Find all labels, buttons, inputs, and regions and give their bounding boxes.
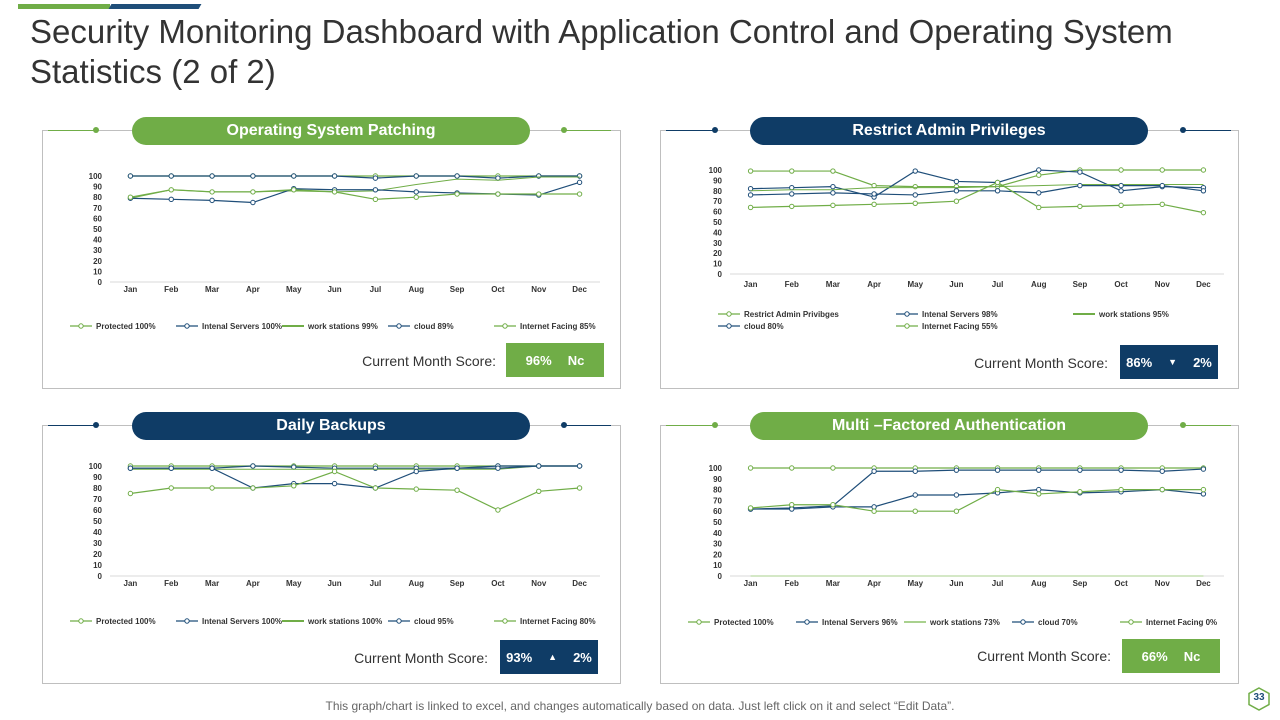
data-point bbox=[537, 464, 541, 468]
x-tick-label: Jan bbox=[123, 285, 138, 294]
data-point bbox=[1201, 487, 1205, 491]
legend-marker bbox=[397, 324, 401, 328]
data-point bbox=[577, 180, 581, 184]
score-value: 86% bbox=[1126, 354, 1153, 370]
data-point bbox=[748, 169, 752, 173]
page-title: Security Monitoring Dashboard with Application Control and Operating System Statistics (2 of 2) bbox=[30, 13, 1173, 90]
data-point bbox=[831, 184, 835, 188]
y-tick-label: 50 bbox=[93, 517, 102, 526]
data-point bbox=[1160, 469, 1164, 473]
heading-left-dot bbox=[712, 127, 718, 133]
data-point bbox=[169, 197, 173, 201]
x-tick-label: Dec bbox=[572, 579, 587, 588]
score-change: 2% bbox=[1193, 354, 1212, 370]
heading-left-dot bbox=[93, 422, 99, 428]
data-point bbox=[496, 466, 500, 470]
score-box bbox=[1120, 345, 1218, 379]
data-point bbox=[1119, 183, 1123, 187]
data-point bbox=[1078, 468, 1082, 472]
x-tick-label: Mar bbox=[825, 280, 841, 289]
x-tick-label: Mar bbox=[825, 579, 841, 588]
data-point bbox=[1078, 204, 1082, 208]
data-point bbox=[831, 203, 835, 207]
data-point bbox=[210, 174, 214, 178]
heading-left-line bbox=[48, 130, 96, 131]
data-point bbox=[831, 466, 835, 470]
data-point bbox=[913, 493, 917, 497]
data-point bbox=[748, 506, 752, 510]
data-point bbox=[1119, 189, 1123, 193]
x-tick-label: Nov bbox=[1154, 280, 1170, 289]
legend-marker bbox=[185, 324, 189, 328]
y-tick-label: 70 bbox=[93, 495, 102, 504]
legend-label: Internet Facing 55% bbox=[922, 322, 998, 331]
data-point bbox=[537, 489, 541, 493]
x-tick-label: Aug bbox=[408, 285, 425, 294]
x-tick-label: Apr bbox=[246, 579, 260, 588]
x-tick-label: Aug bbox=[1030, 579, 1047, 588]
y-tick-label: 30 bbox=[93, 246, 102, 256]
x-tick-label: Sep bbox=[1072, 579, 1088, 588]
panel-heading: Restrict Admin Privileges bbox=[750, 117, 1148, 145]
data-point bbox=[169, 188, 173, 192]
data-point bbox=[1201, 168, 1205, 172]
y-tick-label: 100 bbox=[708, 464, 722, 473]
heading-left-dot bbox=[712, 422, 718, 428]
legend-label: work stations 99% bbox=[308, 322, 378, 331]
legend-marker bbox=[905, 324, 909, 328]
panel-heading: Daily Backups bbox=[132, 412, 530, 440]
data-point bbox=[1201, 492, 1205, 496]
x-tick-label: Jul bbox=[991, 579, 1004, 588]
series-line bbox=[130, 472, 579, 511]
y-tick-label: 80 bbox=[713, 186, 722, 196]
data-point bbox=[748, 187, 752, 191]
y-tick-label: 90 bbox=[93, 473, 102, 482]
score-change: 2% bbox=[573, 649, 592, 665]
data-point bbox=[748, 193, 752, 197]
data-point bbox=[210, 190, 214, 194]
y-tick-label: 60 bbox=[713, 507, 722, 517]
data-point bbox=[1119, 487, 1123, 491]
x-tick-label: Jul bbox=[369, 285, 382, 294]
y-tick-label: 60 bbox=[93, 214, 102, 224]
top-accent-bars bbox=[18, 4, 200, 9]
x-tick-label: Nov bbox=[1154, 579, 1170, 588]
data-point bbox=[1037, 487, 1041, 491]
chart-admin-privileges bbox=[678, 162, 1233, 334]
x-tick-label: Sep bbox=[1072, 280, 1088, 289]
x-tick-label: Jun bbox=[949, 280, 964, 289]
score-change: Nc bbox=[567, 352, 585, 368]
panel-heading: Operating System Patching bbox=[132, 117, 530, 145]
data-point bbox=[1078, 490, 1082, 494]
data-point bbox=[373, 188, 377, 192]
chart-os-patching bbox=[60, 168, 610, 340]
heading-right-line bbox=[563, 130, 611, 131]
y-tick-label: 80 bbox=[93, 193, 102, 203]
data-point bbox=[790, 169, 794, 173]
y-tick-label: 40 bbox=[93, 528, 102, 537]
score-box bbox=[500, 640, 598, 674]
score-value: 66% bbox=[1141, 648, 1168, 664]
data-point bbox=[790, 192, 794, 196]
legend-marker bbox=[727, 324, 731, 328]
data-point bbox=[292, 188, 296, 192]
data-point bbox=[332, 174, 336, 178]
data-point bbox=[210, 198, 214, 202]
data-point bbox=[1037, 191, 1041, 195]
legend-marker bbox=[805, 620, 809, 624]
legend-label: Intenal Servers 96% bbox=[822, 618, 898, 627]
data-point bbox=[954, 189, 958, 193]
legend-marker bbox=[397, 619, 401, 623]
y-tick-label: 20 bbox=[713, 249, 722, 259]
data-point bbox=[954, 199, 958, 203]
y-tick-label: 20 bbox=[93, 256, 102, 266]
data-point bbox=[496, 192, 500, 196]
legend-marker bbox=[79, 619, 83, 623]
legend-label: Protected 100% bbox=[714, 618, 774, 627]
data-point bbox=[1201, 189, 1205, 193]
x-tick-label: Feb bbox=[784, 280, 799, 289]
data-point bbox=[1201, 210, 1205, 214]
heading-left-line bbox=[48, 425, 96, 426]
y-tick-label: 60 bbox=[93, 506, 102, 515]
heading-right-dot bbox=[1180, 127, 1186, 133]
y-tick-label: 10 bbox=[93, 561, 102, 570]
legend-label: cloud 80% bbox=[744, 322, 784, 331]
score-arrow-down-icon: ▼ bbox=[1168, 357, 1178, 367]
data-point bbox=[1078, 183, 1082, 187]
data-point bbox=[1037, 468, 1041, 472]
data-point bbox=[128, 466, 132, 470]
data-point bbox=[1078, 170, 1082, 174]
data-point bbox=[577, 486, 581, 490]
data-point bbox=[831, 503, 835, 507]
x-tick-label: Aug bbox=[408, 579, 425, 588]
data-point bbox=[1160, 183, 1164, 187]
legend-label: Protected 100% bbox=[96, 617, 156, 626]
data-point bbox=[292, 484, 296, 488]
data-point bbox=[790, 466, 794, 470]
y-tick-label: 10 bbox=[713, 259, 722, 269]
score-arrow-up-icon: ▲ bbox=[548, 652, 558, 662]
x-tick-label: Jan bbox=[743, 280, 758, 289]
data-point bbox=[496, 508, 500, 512]
x-tick-label: Jun bbox=[327, 285, 342, 294]
x-tick-label: Jan bbox=[743, 579, 758, 588]
data-point bbox=[872, 505, 876, 509]
y-tick-label: 0 bbox=[717, 572, 722, 581]
chart-mfa bbox=[678, 460, 1238, 632]
legend-label: cloud 95% bbox=[414, 617, 454, 626]
legend-label: Internet Facing 85% bbox=[520, 322, 596, 331]
data-point bbox=[455, 488, 459, 492]
y-tick-label: 90 bbox=[713, 474, 722, 484]
data-point bbox=[128, 195, 132, 199]
data-point bbox=[577, 192, 581, 196]
data-point bbox=[251, 200, 255, 204]
data-point bbox=[577, 464, 581, 468]
data-point bbox=[373, 176, 377, 180]
legend-marker bbox=[185, 619, 189, 623]
score-label: Current Month Score: bbox=[354, 650, 488, 666]
x-tick-label: Feb bbox=[164, 285, 179, 294]
legend-marker bbox=[727, 312, 731, 316]
legend-label: Protected 100% bbox=[96, 322, 156, 331]
data-point bbox=[995, 180, 999, 184]
x-tick-label: Jul bbox=[369, 579, 382, 588]
data-point bbox=[414, 469, 418, 473]
data-point bbox=[332, 481, 336, 485]
y-tick-label: 10 bbox=[713, 561, 722, 571]
x-tick-label: Oct bbox=[1114, 280, 1128, 289]
legend-marker bbox=[503, 324, 507, 328]
data-point bbox=[1119, 468, 1123, 472]
x-tick-label: Dec bbox=[572, 285, 587, 294]
data-point bbox=[913, 193, 917, 197]
heading-left-line bbox=[666, 130, 714, 131]
x-tick-label: Apr bbox=[867, 280, 881, 289]
y-tick-label: 30 bbox=[713, 539, 722, 549]
score-box bbox=[1122, 639, 1220, 673]
data-point bbox=[1037, 492, 1041, 496]
data-point bbox=[995, 487, 999, 491]
legend-marker bbox=[697, 620, 701, 624]
data-point bbox=[790, 185, 794, 189]
x-tick-label: Feb bbox=[784, 579, 799, 588]
x-tick-label: Jun bbox=[327, 579, 342, 588]
legend-label: Internet Facing 80% bbox=[520, 617, 596, 626]
y-tick-label: 0 bbox=[97, 278, 102, 287]
x-tick-label: Nov bbox=[531, 285, 547, 294]
data-point bbox=[872, 469, 876, 473]
y-tick-label: 60 bbox=[713, 207, 722, 217]
x-tick-label: Nov bbox=[531, 579, 547, 588]
data-point bbox=[1160, 487, 1164, 491]
data-point bbox=[790, 503, 794, 507]
legend-label: work stations 73% bbox=[930, 618, 1000, 627]
data-point bbox=[913, 509, 917, 513]
data-point bbox=[954, 179, 958, 183]
x-tick-label: Jul bbox=[991, 280, 1004, 289]
y-tick-label: 50 bbox=[93, 225, 102, 234]
data-point bbox=[1201, 467, 1205, 471]
legend-label: Restrict Admin Privibges bbox=[744, 310, 839, 319]
y-tick-label: 0 bbox=[97, 572, 102, 581]
data-point bbox=[790, 507, 794, 511]
legend-marker bbox=[1021, 620, 1025, 624]
y-tick-label: 100 bbox=[88, 462, 102, 471]
data-point bbox=[995, 189, 999, 193]
data-point bbox=[455, 192, 459, 196]
data-point bbox=[414, 195, 418, 199]
y-tick-label: 70 bbox=[713, 496, 722, 506]
data-point bbox=[954, 493, 958, 497]
x-tick-label: Oct bbox=[491, 285, 505, 294]
x-tick-label: Apr bbox=[867, 579, 881, 588]
data-point bbox=[995, 468, 999, 472]
data-point bbox=[251, 174, 255, 178]
score-box bbox=[506, 343, 604, 377]
x-tick-label: Dec bbox=[1196, 579, 1211, 588]
data-point bbox=[128, 491, 132, 495]
x-tick-label: Oct bbox=[491, 579, 505, 588]
data-point bbox=[1037, 205, 1041, 209]
data-point bbox=[169, 466, 173, 470]
legend-marker bbox=[79, 324, 83, 328]
chart-daily-backups bbox=[60, 458, 610, 630]
heading-right-dot bbox=[1180, 422, 1186, 428]
y-tick-label: 30 bbox=[713, 238, 722, 248]
heading-left-line bbox=[666, 425, 714, 426]
x-tick-label: Sep bbox=[449, 579, 465, 588]
data-point bbox=[537, 192, 541, 196]
y-tick-label: 70 bbox=[93, 203, 102, 213]
data-point bbox=[913, 469, 917, 473]
score-label: Current Month Score: bbox=[362, 353, 496, 369]
data-point bbox=[954, 509, 958, 513]
heading-right-line bbox=[1183, 425, 1231, 426]
legend-label: cloud 89% bbox=[414, 322, 454, 331]
legend-label: work stations 95% bbox=[1099, 310, 1169, 319]
data-point bbox=[790, 204, 794, 208]
data-point bbox=[1160, 202, 1164, 206]
data-point bbox=[913, 169, 917, 173]
data-point bbox=[748, 205, 752, 209]
y-tick-label: 50 bbox=[713, 218, 722, 227]
y-tick-label: 40 bbox=[713, 528, 722, 538]
data-point bbox=[414, 190, 418, 194]
data-point bbox=[913, 201, 917, 205]
x-tick-label: Dec bbox=[1196, 280, 1211, 289]
data-point bbox=[128, 174, 132, 178]
y-tick-label: 30 bbox=[93, 539, 102, 548]
data-point bbox=[831, 169, 835, 173]
y-tick-label: 10 bbox=[93, 267, 102, 277]
legend-label: Intenal Servers 98% bbox=[922, 310, 998, 319]
y-tick-label: 40 bbox=[713, 228, 722, 238]
legend-label: Intenal Servers 100% bbox=[202, 617, 283, 626]
x-tick-label: Feb bbox=[164, 579, 179, 588]
y-tick-label: 0 bbox=[717, 270, 722, 279]
data-point bbox=[373, 197, 377, 201]
data-point bbox=[292, 465, 296, 469]
x-tick-label: Aug bbox=[1030, 280, 1047, 289]
data-point bbox=[169, 486, 173, 490]
data-point bbox=[872, 202, 876, 206]
data-point bbox=[332, 469, 336, 473]
y-tick-label: 100 bbox=[88, 172, 102, 181]
legend-marker bbox=[1129, 620, 1133, 624]
heading-right-dot bbox=[561, 127, 567, 133]
data-point bbox=[455, 174, 459, 178]
legend-label: cloud 70% bbox=[1038, 618, 1078, 627]
x-tick-label: May bbox=[907, 579, 924, 588]
y-tick-label: 70 bbox=[713, 197, 722, 207]
data-point bbox=[373, 486, 377, 490]
score-change: Nc bbox=[1183, 648, 1201, 664]
heading-right-dot bbox=[561, 422, 567, 428]
heading-left-dot bbox=[93, 127, 99, 133]
data-point bbox=[210, 486, 214, 490]
y-tick-label: 20 bbox=[713, 550, 722, 560]
x-tick-label: May bbox=[285, 579, 302, 588]
x-tick-label: Apr bbox=[246, 285, 260, 294]
legend-label: work stations 100% bbox=[308, 617, 383, 626]
footer-note: This graph/chart is linked to excel, and changes automatically based on data. Just left click on it and select “Edit Data”. bbox=[325, 699, 955, 713]
y-tick-label: 40 bbox=[93, 235, 102, 245]
data-point bbox=[1037, 173, 1041, 177]
y-tick-label: 100 bbox=[708, 166, 722, 175]
score-label: Current Month Score: bbox=[977, 648, 1111, 664]
data-point bbox=[332, 190, 336, 194]
legend-marker bbox=[905, 312, 909, 316]
x-tick-label: Sep bbox=[449, 285, 465, 294]
x-tick-label: Mar bbox=[204, 579, 220, 588]
data-point bbox=[872, 192, 876, 196]
data-point bbox=[414, 174, 418, 178]
y-tick-label: 90 bbox=[713, 176, 722, 186]
panel-heading: Multi –Factored Authentication bbox=[750, 412, 1148, 440]
x-tick-label: May bbox=[285, 285, 302, 294]
data-point bbox=[251, 190, 255, 194]
data-point bbox=[1119, 203, 1123, 207]
data-point bbox=[251, 464, 255, 468]
y-tick-label: 50 bbox=[713, 518, 722, 527]
score-value: 96% bbox=[525, 352, 552, 368]
series-line bbox=[130, 182, 579, 202]
data-point bbox=[1119, 168, 1123, 172]
score-value: 93% bbox=[506, 649, 533, 665]
y-tick-label: 80 bbox=[713, 485, 722, 495]
score-label: Current Month Score: bbox=[974, 355, 1108, 371]
data-point bbox=[831, 191, 835, 195]
x-tick-label: Jan bbox=[123, 579, 138, 588]
data-point bbox=[748, 466, 752, 470]
legend-label: Internet Facing 0% bbox=[1146, 618, 1218, 627]
data-point bbox=[872, 183, 876, 187]
data-point bbox=[210, 466, 214, 470]
data-point bbox=[169, 174, 173, 178]
data-point bbox=[292, 174, 296, 178]
data-point bbox=[455, 466, 459, 470]
data-point bbox=[251, 486, 255, 490]
x-tick-label: Mar bbox=[204, 285, 220, 294]
data-point bbox=[954, 468, 958, 472]
page-number: 33 bbox=[1253, 692, 1265, 703]
data-point bbox=[1160, 168, 1164, 172]
legend-label: Intenal Servers 100% bbox=[202, 322, 283, 331]
data-point bbox=[872, 509, 876, 513]
y-tick-label: 20 bbox=[93, 550, 102, 559]
legend-marker bbox=[503, 619, 507, 623]
x-tick-label: Jun bbox=[949, 579, 964, 588]
y-tick-label: 90 bbox=[93, 182, 102, 192]
data-point bbox=[1037, 168, 1041, 172]
x-tick-label: May bbox=[907, 280, 924, 289]
data-point bbox=[414, 487, 418, 491]
page-number-badge bbox=[1247, 687, 1271, 711]
x-tick-label: Oct bbox=[1114, 579, 1128, 588]
heading-right-line bbox=[563, 425, 611, 426]
heading-right-line bbox=[1183, 130, 1231, 131]
y-tick-label: 80 bbox=[93, 484, 102, 493]
